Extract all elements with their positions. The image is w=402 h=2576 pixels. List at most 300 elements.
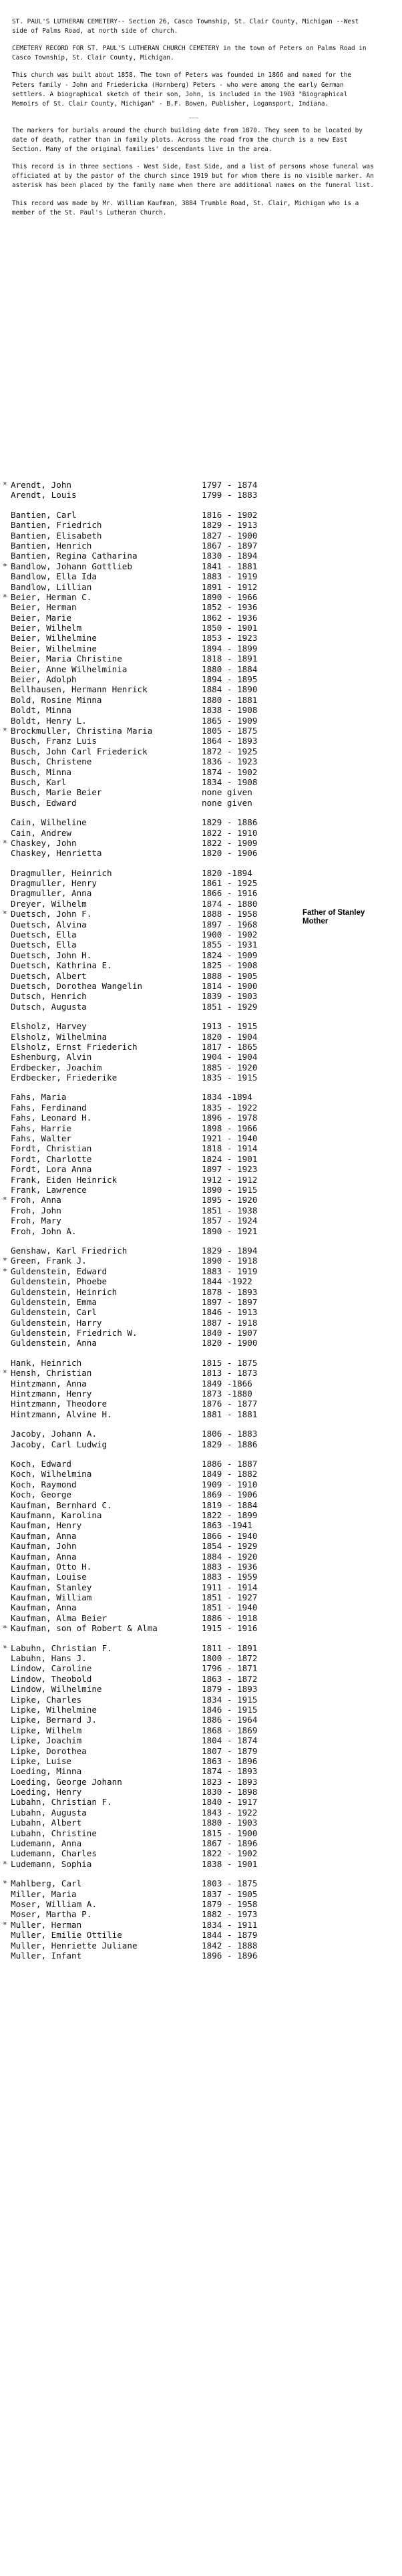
record-dates: 1829 - 1894 (202, 1245, 258, 1256)
record-dates: 1888 - 1958 (202, 909, 258, 919)
record-name: Boldt, Henry L. (11, 715, 87, 726)
record-name: Kaufman, Anna (11, 1602, 77, 1613)
record-name: Lubahn, Albert (11, 1818, 82, 1828)
record-dates: 1834 - 1915 (202, 1694, 258, 1705)
record-name: Lindow, Wilhelmine (11, 1684, 102, 1695)
record-row (11, 1746, 391, 1756)
record-row (11, 1215, 391, 1226)
record-row (3, 1919, 391, 1930)
record-dates: 1814 - 1900 (202, 980, 258, 991)
record-row (11, 1338, 391, 1348)
funeral-list-asterisk: * (3, 480, 7, 489)
record-name: Beier, Wilhelmine (11, 643, 97, 654)
record-name: Kaufman, Anna (11, 1551, 77, 1562)
record-dates: 1830 - 1898 (202, 1787, 258, 1798)
record-row (11, 1459, 391, 1469)
record-dates: 1876 - 1877 (202, 1399, 258, 1409)
record-dates: 1804 - 1874 (202, 1735, 258, 1746)
record-row (11, 960, 391, 970)
record-dates: 1883 - 1959 (202, 1572, 258, 1582)
funeral-list-asterisk: * (3, 1266, 7, 1276)
record-row (11, 1154, 391, 1164)
record-name: Fahs, Leonard H. (11, 1113, 92, 1123)
record-dates: 1863 -1941 (202, 1520, 252, 1531)
record-name: Labuhn, Hans J. (11, 1653, 87, 1664)
record-dates: 1829 - 1886 (202, 1439, 258, 1449)
record-row (11, 1358, 391, 1368)
record-row (11, 1777, 391, 1787)
record-name: Kaufmann, Karolina (11, 1510, 102, 1520)
record-row (11, 510, 391, 520)
record-dates: 1898 - 1966 (202, 1123, 258, 1133)
record-dates: 1846 - 1915 (202, 1704, 258, 1715)
record-dates: 1886 - 1918 (202, 1612, 258, 1623)
record-dates: 1834 - 1908 (202, 776, 258, 787)
record-row (11, 1848, 391, 1858)
record-row (11, 787, 391, 797)
record-dates: 1817 - 1865 (202, 1041, 258, 1052)
record-dates: 1855 - 1931 (202, 940, 258, 950)
record-row (11, 1246, 391, 1256)
record-name: Beier, Marie (11, 612, 71, 623)
record-dates: 1896 - 1978 (202, 1113, 258, 1123)
record-dates: 1884 - 1890 (202, 684, 258, 695)
record-row (11, 674, 391, 684)
record-dates: 1822 - 1909 (202, 837, 258, 848)
record-name: Beier, Maria Christine (11, 654, 122, 664)
record-dates: none given (202, 787, 252, 798)
record-name: Fordt, Charlotte (11, 1153, 92, 1164)
funeral-list-asterisk: * (3, 1369, 7, 1378)
record-name: Busch, John Carl Friederick (11, 746, 148, 756)
record-row (11, 1042, 391, 1052)
record-name: Hintzmann, Alvine H. (11, 1409, 112, 1419)
record-row (11, 1318, 391, 1328)
record-name: Guldenstein, Heinrich (11, 1286, 118, 1297)
record-row (11, 1002, 391, 1012)
record-name: Brockmuller, Christina Maria (11, 725, 153, 736)
record-row (11, 868, 391, 878)
record-dates: 1851 - 1927 (202, 1592, 258, 1603)
record-name: Fahs, Maria (11, 1092, 67, 1103)
record-row (11, 716, 391, 726)
record-name: Bold, Rosine Minna (11, 694, 102, 705)
record-name: Lubahn, Augusta (11, 1807, 87, 1818)
record-name: Cain, Andrew (11, 827, 71, 838)
record-name: Busch, Karl (11, 776, 67, 787)
record-row (11, 1205, 391, 1215)
record-dates: 1880 - 1903 (202, 1818, 258, 1828)
record-dates: none given (202, 797, 252, 808)
record-name: Koch, Raymond (11, 1479, 77, 1489)
record-row (11, 777, 391, 787)
record-row (11, 1103, 391, 1113)
record-row (11, 798, 391, 808)
record-name: Bantien, Elisabeth (11, 530, 102, 541)
record-name: Bandlow, Ella Ida (11, 571, 97, 582)
record-name: Guldenstein, Emma (11, 1296, 97, 1307)
record-dates: 1825 - 1908 (202, 960, 258, 971)
record-dates: 1838 - 1908 (202, 705, 258, 716)
record-name: Fahs, Walter (11, 1133, 71, 1144)
record-dates: 1818 - 1914 (202, 1143, 258, 1154)
record-name: Hintzmann, Henry (11, 1389, 92, 1399)
record-name: Moser, Martha P. (11, 1909, 92, 1920)
record-dates: 1863 - 1896 (202, 1755, 258, 1766)
funeral-list-asterisk: * (3, 726, 7, 735)
record-name: Mahlberg, Carl (11, 1878, 82, 1889)
record-row (11, 1510, 391, 1520)
record-name: Fahs, Ferdinand (11, 1102, 87, 1113)
record-row (11, 1725, 391, 1735)
record-name: Bandlow, Johann Gottlieb (11, 561, 132, 571)
record-row (11, 1287, 391, 1297)
record-dates: 1807 - 1879 (202, 1745, 258, 1756)
record-row (11, 602, 391, 612)
record-name: Kaufman, son of Robert & Alma (11, 1623, 158, 1634)
record-dates: 1885 - 1920 (202, 1062, 258, 1072)
record-name: Hintzmann, Anna (11, 1378, 87, 1389)
record-row (11, 746, 391, 756)
record-name: Duetsch, Alvina (11, 919, 87, 929)
record-dates: 1888 - 1905 (202, 970, 258, 981)
record-name: Elsholz, Ernst Friederich (11, 1041, 138, 1052)
record-dates: 1880 - 1881 (202, 694, 258, 705)
record-dates: 1829 - 1886 (202, 817, 258, 828)
record-dates: 1864 - 1893 (202, 736, 258, 746)
record-dates: 1830 - 1894 (202, 551, 258, 561)
record-row (11, 705, 391, 715)
record-row (11, 1602, 391, 1612)
record-name: Ludemann, Sophia (11, 1858, 92, 1869)
record-row (11, 1052, 391, 1062)
record-dates: 1874 - 1902 (202, 766, 258, 777)
funeral-list-asterisk: * (3, 1624, 7, 1633)
record-name: Koch, Edward (11, 1458, 71, 1469)
record-name: Lindow, Theobold (11, 1673, 92, 1684)
record-dates: 1890 - 1921 (202, 1226, 258, 1236)
record-dates: 1881 - 1881 (202, 1409, 258, 1419)
record-dates: 1894 - 1899 (202, 643, 258, 654)
record-row (11, 1469, 391, 1479)
record-name: Kaufman, William (11, 1592, 92, 1603)
record-row (11, 664, 391, 674)
record-dates: 1886 - 1887 (202, 1458, 258, 1469)
record-dates: 1872 - 1925 (202, 746, 258, 756)
record-dates: 1897 - 1923 (202, 1164, 258, 1175)
record-name: Busch, Minna (11, 766, 71, 777)
record-name: Hank, Heinrich (11, 1357, 82, 1368)
record-dates: 1884 - 1920 (202, 1551, 258, 1562)
record-dates: 1890 - 1918 (202, 1256, 258, 1266)
record-row (3, 1256, 391, 1266)
record-name: Duetsch, Albert (11, 970, 87, 981)
credit-paragraph: This record was made by Mr. William Kaufman, 3884 Trumble Road, St. Clair, Michigan who is a member of the St. Paul's Lutheran Church. (12, 199, 359, 217)
record-name: Green, Frank J. (11, 1256, 87, 1266)
record-name: Bellhausen, Hermann Henrick (11, 684, 148, 695)
record-name: Kaufman, Alma Beier (11, 1612, 108, 1623)
record-row (11, 1735, 391, 1745)
record-dates: 1866 - 1916 (202, 888, 258, 899)
record-row (11, 1328, 391, 1338)
record-dates: 1800 - 1872 (202, 1653, 258, 1664)
record-row (3, 1878, 391, 1889)
record-name: Fahs, Harrie (11, 1123, 71, 1133)
record-dates: 1827 - 1900 (202, 530, 258, 541)
record-dates: 1883 - 1919 (202, 571, 258, 582)
record-name: Guldenstein, Edward (11, 1266, 108, 1276)
record-row (11, 899, 391, 909)
record-dates: 1911 - 1914 (202, 1582, 258, 1592)
record-name: Koch, Wilhelmina (11, 1469, 92, 1479)
record-name: Genshaw, Karl Friedrich (11, 1245, 128, 1256)
sections-paragraph: This record is in three sections - West Side, East Side, and a list of persons whose funeral was officiated at by the pastor of the church since 1919 but for whom there is no visible marker. An asterisk has been placed by the family name when there are additional names on the funeral list. (12, 163, 374, 190)
record-name: Frank, Lawrence (11, 1185, 87, 1195)
record-name: Bantien, Friedrich (11, 520, 102, 531)
record-row (11, 623, 391, 633)
record-dates: 1851 - 1929 (202, 1001, 258, 1012)
funeral-list-asterisk: * (3, 1859, 7, 1868)
record-dates: 1869 - 1906 (202, 1489, 258, 1500)
record-dates: 1816 - 1902 (202, 509, 258, 520)
record-dates: 1874 - 1893 (202, 1766, 258, 1777)
record-dates: 1820 -1894 (202, 867, 252, 878)
record-name: Kaufman, John (11, 1541, 77, 1552)
record-dates: 1840 - 1907 (202, 1328, 258, 1338)
record-dates: 1913 - 1915 (202, 1021, 258, 1032)
record-name: Bandlow, Lillian (11, 581, 92, 592)
record-row (11, 1808, 391, 1818)
record-name: Guldenstein, Phoebe (11, 1276, 108, 1287)
record-dates: 1839 - 1903 (202, 991, 258, 1002)
record-name: Busch, Franz Luis (11, 736, 97, 746)
record-row (11, 1541, 391, 1551)
record-name: Guldenstein, Friedrich W. (11, 1328, 138, 1338)
record-dates: 1803 - 1875 (202, 1878, 258, 1889)
record-row (11, 736, 391, 746)
record-row (11, 1062, 391, 1072)
record-dates: 1850 - 1901 (202, 623, 258, 633)
record-name: Frank, Eiden Heinrick (11, 1174, 118, 1185)
record-row (11, 654, 391, 664)
record-name: Cain, Wilheline (11, 817, 87, 828)
record-name: Elsholz, Wilhelmina (11, 1031, 108, 1042)
record-row (11, 1500, 391, 1510)
record-row (3, 1623, 391, 1634)
record-dates: 1895 - 1920 (202, 1195, 258, 1205)
record-row (11, 1531, 391, 1541)
record-dates: 1835 - 1915 (202, 1072, 258, 1083)
record-dates: 1865 - 1909 (202, 715, 258, 726)
record-row (11, 1889, 391, 1899)
title-block: ST. PAUL'S LUTHERAN CEMETERY-- Section 26, Casco Township, St. Clair County, Michigan --West side of Palms Road, at north side of church. (12, 18, 359, 35)
record-name: Lipke, Charles (11, 1694, 82, 1705)
record-name: Erdbecker, Joachim (11, 1062, 102, 1072)
markers-paragraph: The markers for burials around the church building date from 1870. They seem to be located by date of death, rather than in family plots. Across the road from the church is a new East Section. Many of the original families' descendants live in the area. (12, 126, 363, 154)
record-dates: 1921 - 1940 (202, 1133, 258, 1144)
record-row (11, 1828, 391, 1838)
record-dates: 1849 -1866 (202, 1378, 252, 1389)
record-name: Froh, Anna (11, 1195, 61, 1205)
record-dates: 1887 - 1918 (202, 1317, 258, 1328)
record-row (11, 1297, 391, 1307)
record-row (11, 1695, 391, 1705)
record-dates: 1820 - 1904 (202, 1031, 258, 1042)
record-dates: 1834 -1894 (202, 1092, 252, 1103)
record-dates: 1894 - 1895 (202, 674, 258, 685)
record-row (11, 1766, 391, 1776)
intro-section (0, 0, 402, 218)
record-row (3, 591, 391, 602)
record-row (11, 1838, 391, 1848)
record-row (11, 756, 391, 766)
record-name: Beier, Herman (11, 602, 77, 613)
record-dates: 1820 - 1900 (202, 1338, 258, 1348)
record-dates: 1851 - 1940 (202, 1602, 258, 1613)
record-row (11, 1787, 391, 1797)
record-dates: 1822 - 1910 (202, 827, 258, 838)
record-row (11, 1572, 391, 1582)
record-name: Kaufman, Louise (11, 1572, 87, 1582)
record-name: Bantien, Henrich (11, 540, 92, 551)
record-row (11, 1389, 391, 1399)
record-name: Duetsch, Dorothea Wangelin (11, 980, 143, 991)
record-name: Kaufman, Bernhard C. (11, 1499, 112, 1510)
record-name: Jacoby, Carl Ludwig (11, 1439, 108, 1449)
record-name: Busch, Marie Beier (11, 787, 102, 798)
record-name: Dragmuller, Henry (11, 878, 97, 889)
record-dates: 1867 - 1896 (202, 1838, 258, 1849)
record-dates: 1862 - 1936 (202, 612, 258, 623)
record-dates: 1837 - 1905 (202, 1888, 258, 1899)
record-row (11, 1092, 391, 1102)
record-row (11, 1653, 391, 1663)
record-name: Dutsch, Henrich (11, 991, 87, 1002)
record-dates: 1797 - 1874 (202, 480, 258, 490)
record-dates: 1838 - 1901 (202, 1858, 258, 1869)
record-row (11, 950, 391, 960)
record-name: Muller, Emilie Ottilie (11, 1930, 122, 1941)
record-row (11, 919, 391, 929)
record-row (11, 767, 391, 777)
record-row (11, 1479, 391, 1489)
church-history: This church was built about 1858. The town of Peters was founded in 1866 and named for the Peters family - John and Friedericka (Hornberg) Peters - who were among the early German settlers. A biographical sketch of their son, John, is included in the 1903 "Biographical Memoirs of St. Clair County, Michigan" - B.F. Bowen, Publisher, Logansport, Indiana. (12, 71, 351, 108)
record-row (11, 1185, 391, 1195)
record-name: Ludemann, Anna (11, 1838, 82, 1849)
record-row (11, 643, 391, 654)
record-row (11, 1684, 391, 1694)
record-name: Lindow, Caroline (11, 1663, 92, 1674)
funeral-list-asterisk: * (3, 1879, 7, 1888)
record-name: Hintzmann, Theodore (11, 1399, 108, 1409)
record-row (11, 1164, 391, 1174)
record-name: Bantien, Carl (11, 509, 77, 520)
record-row (11, 878, 391, 888)
record-dates: 1815 - 1900 (202, 1828, 258, 1838)
record-dates: 1879 - 1893 (202, 1684, 258, 1695)
record-name: Duetsch, John F. (11, 909, 92, 919)
record-row (11, 1123, 391, 1133)
record-dates: 1824 - 1909 (202, 950, 258, 960)
record-name: Jacoby, Johann A. (11, 1429, 97, 1439)
record-name: Busch, Edward (11, 797, 77, 808)
record-name: Duetsch, Kathrina E. (11, 960, 112, 971)
record-dates: 1897 - 1968 (202, 919, 258, 929)
record-name: Froh, John A. (11, 1226, 77, 1236)
record-name: Lipke, Joachim (11, 1735, 82, 1746)
record-dates: 1886 - 1964 (202, 1715, 258, 1725)
record-dates: 1799 - 1883 (202, 490, 258, 500)
record-dates: 1879 - 1958 (202, 1899, 258, 1909)
funeral-list-asterisk: * (3, 1256, 7, 1266)
record-name: Guldenstein, Carl (11, 1307, 97, 1318)
record-row (11, 981, 391, 991)
record-dates: 1813 - 1873 (202, 1368, 258, 1379)
record-name: Beier, Wilhelmine (11, 633, 97, 643)
record-dates: 1851 - 1938 (202, 1205, 258, 1215)
record-name: Lipke, Luise (11, 1755, 71, 1766)
record-dates: 1836 - 1923 (202, 756, 258, 767)
record-name: Beier, Adolph (11, 674, 77, 685)
funeral-list-asterisk: * (3, 838, 7, 847)
record-row (11, 929, 391, 940)
record-name: Kaufman, Anna (11, 1530, 77, 1541)
record-name: Kaufman, Otto H. (11, 1561, 92, 1572)
record-name: Erdbecker, Friederike (11, 1072, 118, 1083)
record-dates: 1854 - 1929 (202, 1541, 258, 1552)
record-dates: 1820 - 1906 (202, 848, 258, 859)
burial-records-list (3, 480, 391, 1961)
record-row (11, 1133, 391, 1143)
record-row (11, 991, 391, 1001)
record-row (3, 1858, 391, 1869)
record-dates: 1915 - 1916 (202, 1623, 258, 1634)
record-row (3, 1195, 391, 1205)
record-dates: 1829 - 1913 (202, 520, 258, 531)
record-row (11, 541, 391, 551)
record-dates: 1843 - 1922 (202, 1807, 258, 1818)
record-dates: 1863 - 1872 (202, 1673, 258, 1684)
record-name: Kaufman, Henry (11, 1520, 82, 1531)
record-name: Duetsch, John H. (11, 950, 92, 960)
record-dates: 1852 - 1936 (202, 602, 258, 613)
record-name: Beier, Herman C. (11, 591, 92, 602)
record-row (11, 1818, 391, 1828)
funeral-list-asterisk: * (3, 909, 7, 919)
record-dates: 1867 - 1897 (202, 540, 258, 551)
record-row (11, 582, 391, 592)
record-row (11, 888, 391, 898)
record-row (11, 1276, 391, 1286)
record-row (11, 817, 391, 827)
record-name: Beier, Wilhelm (11, 623, 82, 633)
record-row (11, 1951, 391, 1961)
record-row (11, 531, 391, 541)
record-name: Guldenstein, Anna (11, 1338, 97, 1348)
record-row (11, 1226, 391, 1236)
record-row (11, 1941, 391, 1951)
record-row (11, 695, 391, 705)
record-row (11, 848, 391, 858)
record-row (11, 551, 391, 561)
record-row (3, 1642, 391, 1653)
record-row (11, 1175, 391, 1185)
record-row (11, 633, 391, 643)
record-row (11, 520, 391, 530)
record-dates: 1840 - 1917 (202, 1797, 258, 1808)
record-name: Boldt, Minna (11, 705, 71, 716)
record-name: Froh, Mary (11, 1215, 61, 1226)
